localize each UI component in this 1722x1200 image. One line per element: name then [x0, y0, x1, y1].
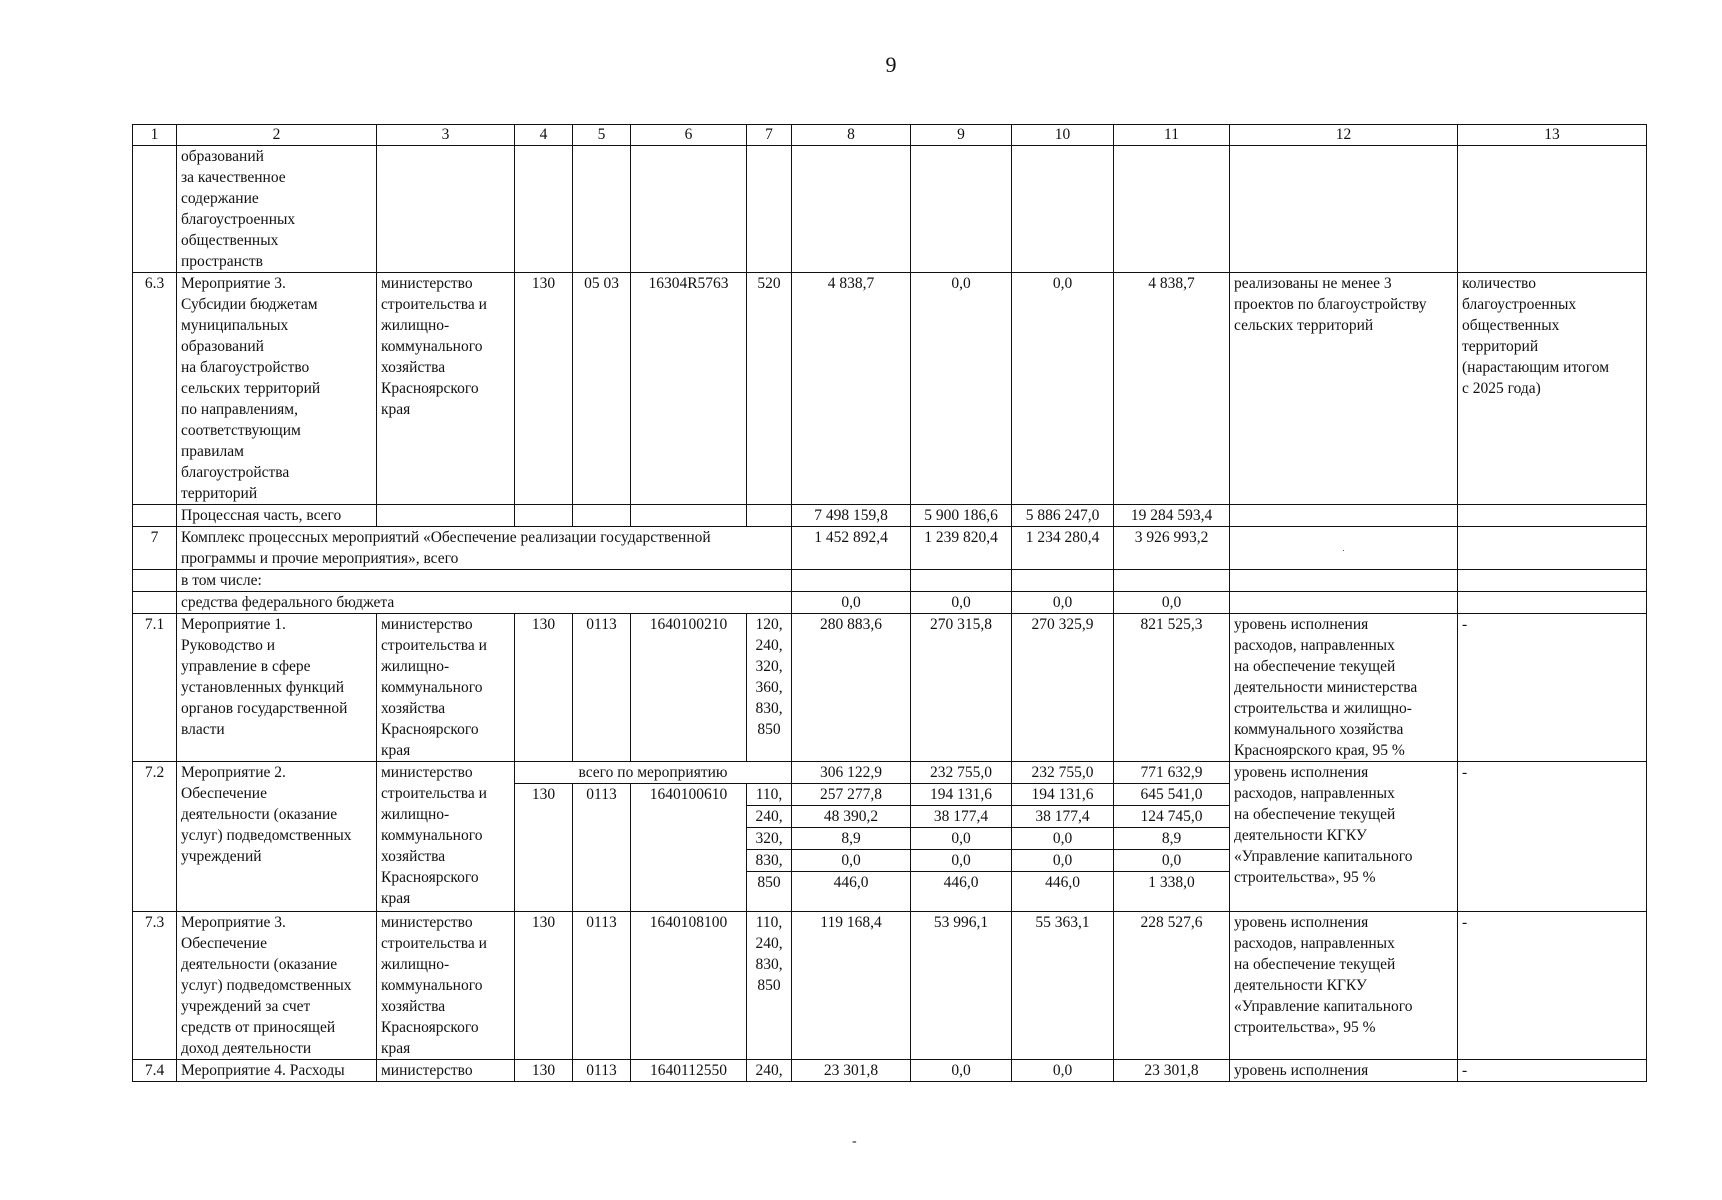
grbs-code: 130 [515, 1060, 573, 1082]
expense-type: 120, 240, 320, 360, 830, 850 [747, 614, 792, 762]
target-code: 1640100210 [631, 614, 747, 762]
footer-mark: - [852, 1134, 857, 1149]
executor: министерство строительства и жилищно- коммунального хозяйства Красноярского края [377, 912, 515, 1060]
grbs-code: 130 [515, 614, 573, 762]
table-row [133, 273, 1647, 505]
section-code: 0113 [573, 784, 631, 912]
value-cell: 5 886 247,0 [1012, 505, 1114, 527]
value-cell: 5 900 186,6 [911, 505, 1012, 527]
page-number: 9 [885, 52, 897, 77]
expense-type: 520 [747, 273, 792, 505]
value-cell: 194 131,6 [1012, 784, 1114, 806]
indicator: - [1458, 912, 1647, 1060]
value-cell: 38 177,4 [911, 806, 1012, 828]
value-cell: 0,0 [1012, 273, 1114, 505]
executor: министерство строительства и жилищно- коммунального хозяйства Красноярского края [377, 614, 515, 762]
value-cell: 228 527,6 [1114, 912, 1230, 1060]
value-cell: 48 390,2 [792, 806, 911, 828]
table-row [133, 527, 1647, 570]
expense-type: 830, [747, 850, 792, 872]
table-row [133, 570, 1647, 592]
indicator: количество благоустроенных общественных территорий (нарастающим итогом с 2025 года) [1458, 273, 1647, 505]
col-header: 12 [1230, 125, 1458, 146]
col-header: 2 [177, 125, 377, 146]
grbs-code: 130 [515, 784, 573, 912]
measure-name: Мероприятие 3. Субсидии бюджетам муниципальных образований на благоустройство сельских территорий по направлениям, соответствующим правилам благоустройства территорий [177, 273, 377, 505]
table-row [133, 912, 1647, 1060]
row-number: 7 [133, 527, 177, 570]
value-cell: 23 301,8 [1114, 1060, 1230, 1082]
value-cell: 446,0 [1012, 872, 1114, 912]
expense-type: 320, [747, 828, 792, 850]
col-header: 13 [1458, 125, 1647, 146]
table-row [133, 592, 1647, 614]
executor: министерство строительства и жилищно- коммунального хозяйства Красноярского края [377, 273, 515, 505]
value-cell: 3 926 993,2 [1114, 527, 1230, 570]
value-cell: 0,0 [1012, 592, 1114, 614]
section-code: 0113 [573, 1060, 631, 1082]
expense-type: 240, [747, 806, 792, 828]
expense-type: 240, [747, 1060, 792, 1082]
col-header: 11 [1114, 125, 1230, 146]
value-cell: 0,0 [792, 592, 911, 614]
grbs-code: 130 [515, 273, 573, 505]
value-cell: 771 632,9 [1114, 762, 1230, 784]
row-label: в том числе: [177, 570, 792, 592]
value-cell: 53 996,1 [911, 912, 1012, 1060]
value-cell: 645 541,0 [1114, 784, 1230, 806]
stray-mark: . [1230, 527, 1458, 570]
executor: министерство [377, 1060, 515, 1082]
col-header: 9 [911, 125, 1012, 146]
value-cell: 270 325,9 [1012, 614, 1114, 762]
value-cell: 821 525,3 [1114, 614, 1230, 762]
value-cell: 38 177,4 [1012, 806, 1114, 828]
section-code: 0113 [573, 614, 631, 762]
value-cell: 4 838,7 [1114, 273, 1230, 505]
value-cell: 8,9 [1114, 828, 1230, 850]
col-header: 7 [747, 125, 792, 146]
expected-result: уровень исполнения расходов, направленных на обеспечение текущей деятельности КГКУ «Управление капитального строительства», 95 % [1230, 912, 1458, 1060]
row-number: 7.3 [133, 912, 177, 1060]
expense-type: 110, [747, 784, 792, 806]
value-cell: 0,0 [911, 850, 1012, 872]
value-cell: 55 363,1 [1012, 912, 1114, 1060]
measure-name: Мероприятие 3. Обеспечение деятельности (оказание услуг) подведомственных учреждений за счет средств от приносящей доход деятельности [177, 912, 377, 1060]
row-label: средства федерального бюджета [177, 592, 792, 614]
expense-type: 110, 240, 830, 850 [747, 912, 792, 1060]
target-code: 16304R5763 [631, 273, 747, 505]
value-cell: 1 239 820,4 [911, 527, 1012, 570]
value-cell: 270 315,8 [911, 614, 1012, 762]
expected-result: уровень исполнения расходов, направленных на обеспечение текущей деятельности КГКУ «Управление капитального строительства», 95 % [1230, 762, 1458, 912]
program-table [132, 124, 1647, 1082]
value-cell: 4 838,7 [792, 273, 911, 505]
value-cell: 232 755,0 [911, 762, 1012, 784]
col-header: 10 [1012, 125, 1114, 146]
row-label: Процессная часть, всего [177, 505, 377, 527]
col-header: 8 [792, 125, 911, 146]
expected-result: уровень исполнения расходов, направленных на обеспечение текущей деятельности министерства строительства и жилищно- коммунального хозяйства Красноярского края, 95 % [1230, 614, 1458, 762]
value-cell: 0,0 [1012, 828, 1114, 850]
table-row [133, 1060, 1647, 1082]
value-cell: 0,0 [1114, 850, 1230, 872]
value-cell: 1 234 280,4 [1012, 527, 1114, 570]
grbs-code: 130 [515, 912, 573, 1060]
indicator: - [1458, 1060, 1647, 1082]
col-header: 6 [631, 125, 747, 146]
value-cell: 19 284 593,4 [1114, 505, 1230, 527]
complex-title: Комплекс процессных мероприятий «Обеспечение реализации государственной программы и прочие мероприятия», всего [177, 527, 792, 570]
target-code: 1640108100 [631, 912, 747, 1060]
table-row [133, 146, 1647, 273]
value-cell: 194 131,6 [911, 784, 1012, 806]
target-code: 1640100610 [631, 784, 747, 912]
value-cell: 1 452 892,4 [792, 527, 911, 570]
value-cell: 0,0 [1114, 592, 1230, 614]
row-number: 7.4 [133, 1060, 177, 1082]
row-number: 7.2 [133, 762, 177, 912]
value-cell: 0,0 [1012, 850, 1114, 872]
value-cell: 0,0 [911, 828, 1012, 850]
value-cell: 306 122,9 [792, 762, 911, 784]
target-code: 1640112550 [631, 1060, 747, 1082]
expected-result: реализованы не менее 3 проектов по благоустройству сельских территорий [1230, 273, 1458, 505]
value-cell: 7 498 159,8 [792, 505, 911, 527]
expense-type: 850 [747, 872, 792, 912]
value-cell: 1 338,0 [1114, 872, 1230, 912]
value-cell: 0,0 [911, 1060, 1012, 1082]
row-number: 6.3 [133, 273, 177, 505]
value-cell: 8,9 [792, 828, 911, 850]
value-cell: 119 168,4 [792, 912, 911, 1060]
col-header: 5 [573, 125, 631, 146]
table-row [133, 505, 1647, 527]
table-row [133, 614, 1647, 762]
total-label: всего по мероприятию [515, 762, 792, 784]
value-cell: 257 277,8 [792, 784, 911, 806]
value-cell: 0,0 [911, 273, 1012, 505]
expected-result: уровень исполнения [1230, 1060, 1458, 1082]
col-header: 4 [515, 125, 573, 146]
section-code: 05 03 [573, 273, 631, 505]
indicator: - [1458, 614, 1647, 762]
value-cell: 446,0 [911, 872, 1012, 912]
measure-name: Мероприятие 2. Обеспечение деятельности (оказание услуг) подведомственных учреждений [177, 762, 377, 912]
header-row [133, 125, 1647, 146]
value-cell: 124 745,0 [1114, 806, 1230, 828]
row-number: 7.1 [133, 614, 177, 762]
col-header: 1 [133, 125, 177, 146]
value-cell: 23 301,8 [792, 1060, 911, 1082]
section-code: 0113 [573, 912, 631, 1060]
executor: министерство строительства и жилищно- коммунального хозяйства Красноярского края [377, 762, 515, 912]
value-cell: 446,0 [792, 872, 911, 912]
measure-name: Мероприятие 4. Расходы [177, 1060, 377, 1082]
value-cell: 232 755,0 [1012, 762, 1114, 784]
table-row [133, 762, 1647, 784]
value-cell: 280 883,6 [792, 614, 911, 762]
indicator: - [1458, 762, 1647, 912]
value-cell: 0,0 [911, 592, 1012, 614]
measure-name: образований за качественное содержание благоустроенных общественных пространств [177, 146, 377, 273]
value-cell: 0,0 [1012, 1060, 1114, 1082]
col-header: 3 [377, 125, 515, 146]
value-cell: 0,0 [792, 850, 911, 872]
measure-name: Мероприятие 1. Руководство и управление в сфере установленных функций органов государственной власти [177, 614, 377, 762]
